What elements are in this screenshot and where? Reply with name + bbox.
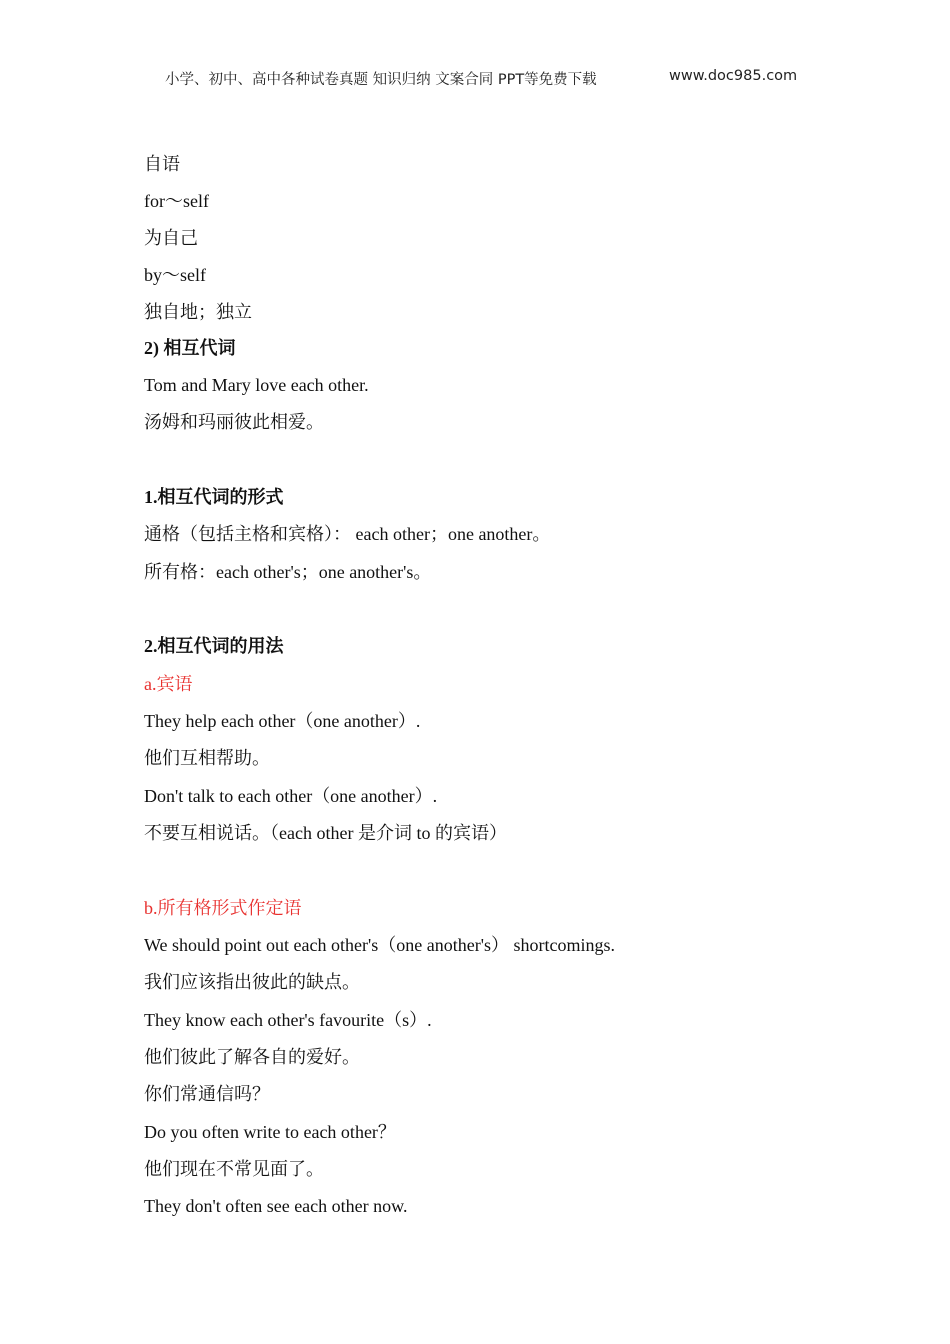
text-line: 所有格：each other's；one another's。 (144, 562, 432, 582)
section-heading: 2) 相互代词 (144, 338, 236, 358)
text-line: 我们应该指出彼此的缺点。 (144, 972, 360, 992)
text-line: 他们互相帮助。 (144, 748, 270, 768)
text-line: They don't often see each other now. (144, 1196, 408, 1216)
text-line: We should point out each other's（one another's） shortcomings. (144, 935, 615, 955)
text-line: 他们现在不常见面了。 (144, 1159, 324, 1179)
text-line: 独自地；独立 (144, 302, 252, 322)
subsection-heading: 2.相互代词的用法 (144, 636, 284, 656)
text-line: 不要互相说话。（each other 是介词 to 的宾语） (144, 823, 507, 843)
text-line: Do you often write to each other？ (144, 1122, 396, 1142)
text-line: They help each other（one another）. (144, 711, 421, 731)
text-line: 为自己 (144, 228, 198, 248)
text-line: Don't talk to each other（one another）. (144, 786, 438, 806)
text-line: for～self (144, 191, 209, 211)
usage-label: a.宾语 (144, 674, 193, 694)
text-line: Tom and Mary love each other. (144, 375, 369, 395)
text-line: 通格（包括主格和宾格）： each other；one another。 (144, 524, 551, 544)
text-line: 汤姆和玛丽彼此相爱。 (144, 412, 324, 432)
text-line: 自语 (144, 154, 180, 174)
header-url[interactable]: www.doc985.com (669, 68, 798, 84)
text-line: by～self (144, 265, 206, 285)
header-text: 小学、初中、高中各种试卷真题 知识归纳 文案合同 PPT等免费下载 (165, 72, 597, 88)
page-header (0, 68, 950, 92)
subsection-heading: 1.相互代词的形式 (144, 487, 284, 507)
usage-label: b.所有格形式作定语 (144, 898, 302, 918)
text-line: They know each other's favourite（s）. (144, 1010, 432, 1030)
text-line: 你们常通信吗？ (144, 1084, 270, 1104)
text-line: 他们彼此了解各自的爱好。 (144, 1047, 360, 1067)
